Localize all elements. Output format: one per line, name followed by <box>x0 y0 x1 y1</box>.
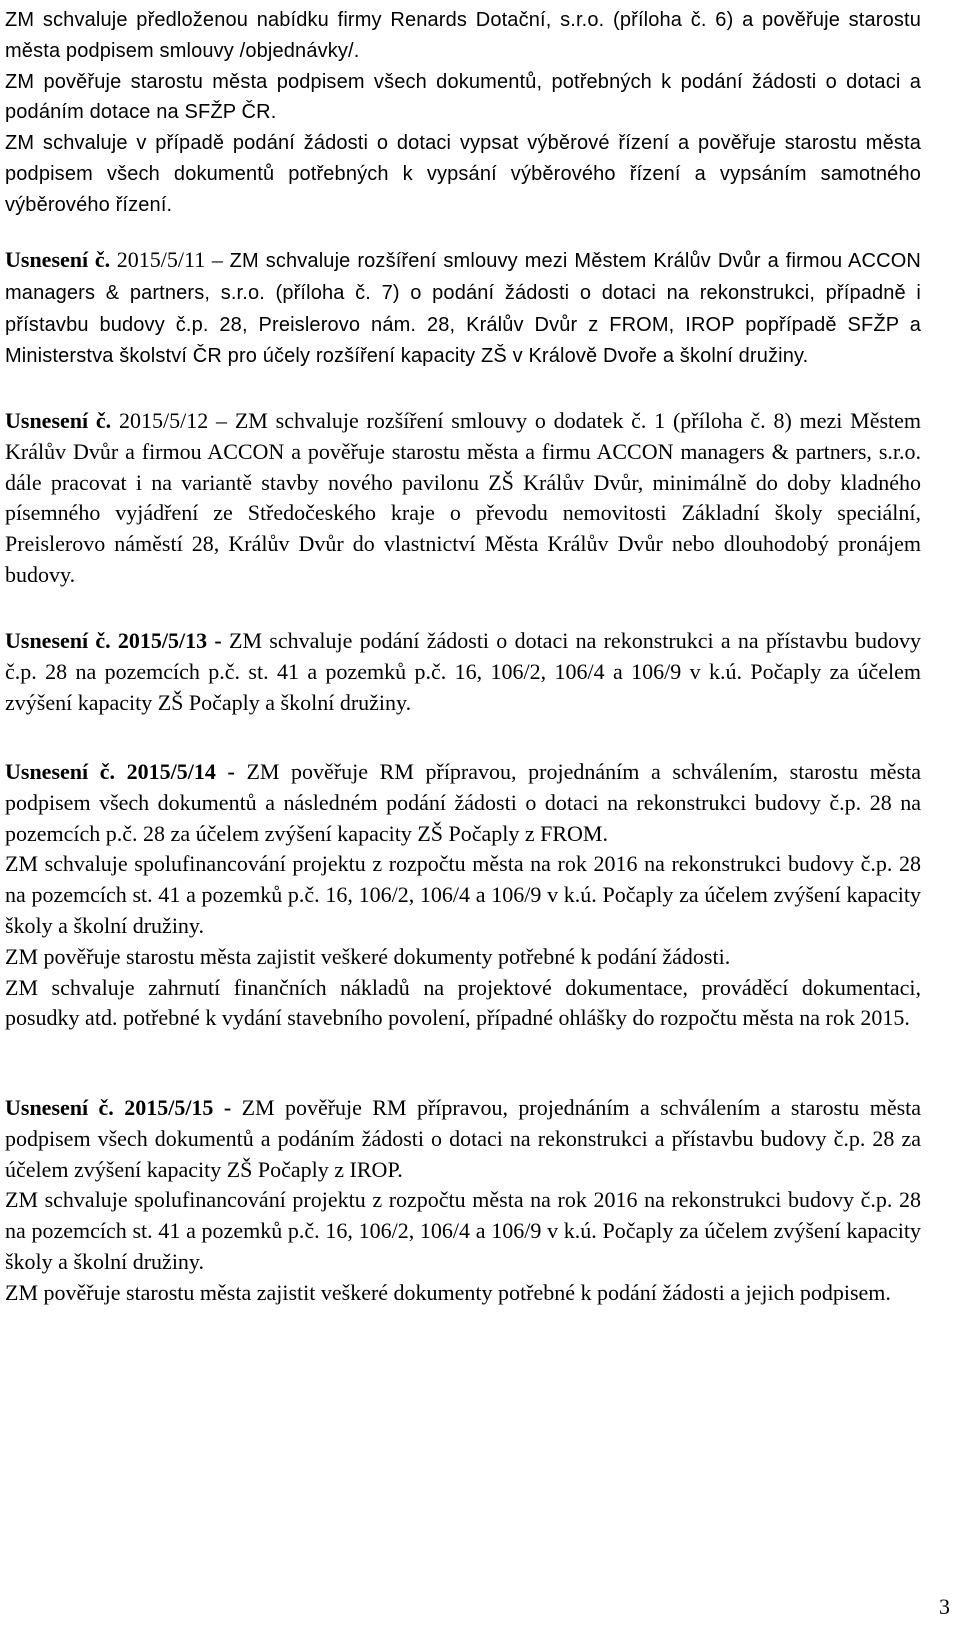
page-number: 3 <box>939 1594 950 1619</box>
resolution-text: ZM schvaluje podání žádosti o dotaci na rekonstrukci a na přístavbu budovy č.p. 28 na pozemcích p.č. st. 41 a pozemků p.č. 16, 106/2, 106/4 a 106/9 v k.ú. Počaply za účelem zvýšení kapacity ZŠ Počaply a školní družiny. <box>5 628 922 715</box>
resolution-label: Usnesení č. <box>5 1095 114 1120</box>
resolution-number: 2015/5/15 - <box>124 1095 232 1120</box>
resolution-paragraph <box>5 757 921 849</box>
resolution-number: 2015/5/11 <box>116 247 206 272</box>
resolution-extra-documents: ZM pověřuje starostu města zajistit veškeré dokumenty potřebné k podání žádosti. <box>5 943 731 969</box>
intro-paragraph-renards: ZM schvaluje předloženou nabídku firmy Renards Dotační, s.r.o. (příloha č. 6) a pověřuje starostu města podpisem smlouvy /objednávky/. <box>5 9 921 62</box>
resolution-2015-5-12 <box>5 406 921 591</box>
resolution-paragraph <box>5 626 921 718</box>
resolution-text: ZM schvaluje rozšíření smlouvy o dodatek č. 1 (příloha č. 8) mezi Městem Králův Dvůr a firmou ACCON a pověřuje starostu města a firmu ACCON managers & partners, s.r.o. dále pracovat i na variantě stavby nového pavilonu ZŠ Králův Dvůr, minimálně do doby kladného písemného vyjádření ze Středočeského kraje o převodu nemovitosti Základní školy speciální, Preislerovo náměstí 28, Králův Dvůr do vlastnictví Města Králův Dvůr nebo dlouhodobý pronájem budovy. <box>5 408 922 587</box>
resolution-paragraph <box>5 406 921 591</box>
resolution-extra-costs: ZM schvaluje zahrnutí finančních nákladů na projektové dokumentace, prováděcí dokumentaci, posudky atd. potřebné k vydání stavebního povolení, případné ohlášky do rozpočtu města na rok 2015. <box>5 974 921 1031</box>
resolution-number: 2015/5/13 - <box>117 628 222 653</box>
resolution-extra-cofinancing: ZM schvaluje spolufinancování projektu z rozpočtu města na rok 2016 na rekonstrukci budovy č.p. 28 na pozemcích st. 41 a pozemků p.č. 16, 106/2, 106/4 a 106/9 v k.ú. Počaply za účelem zvýšení kapacity školy a školní družiny. <box>5 1187 921 1274</box>
resolution-extra-documents: ZM pověřuje starostu města zajistit veškeré dokumenty potřebné k podání žádosti a jejich podpisem. <box>5 1279 891 1305</box>
resolution-2015-5-15 <box>5 1093 921 1309</box>
resolution-label: Usnesení č. <box>5 247 111 272</box>
resolution-label: Usnesení č. <box>5 759 116 784</box>
resolution-text: ZM schvaluje rozšíření smlouvy mezi Městem Králův Dvůr a firmou ACCON managers & partners, s.r.o. (příloha č. 7) o podání žádosti o dotaci na rekonstrukci, případně i přístavbu budovy č.p. 28, Preislerovo nám. 28, Králův Dvůr z FROM, IROP popřípadě SFŽP a Ministerstva školství ČR pro účely rozšíření kapacity ZŠ v Královĕ Dvoře a školní družiny. <box>5 250 922 368</box>
intro-paragraph-sfzp: ZM pověřuje starostu města podpisem všech dokumentů, potřebných k podání žádosti o dotaci a podáním dotace na SFŽP ČR. <box>5 70 921 124</box>
intro-section <box>5 5 921 221</box>
resolution-label: Usnesení č. <box>5 408 112 433</box>
resolution-separator: – <box>216 408 228 433</box>
resolution-2015-5-13 <box>5 626 921 718</box>
intro-paragraph-tender: ZM schvaluje v případě podání žádosti o dotaci vypsat výběrové řízení a pověřuje starostu města podpisem všech dokumentů potřebných k vypsání výběrového řízení a vypsáním samotného výběrového řízení. <box>5 132 921 216</box>
resolution-number: 2015/5/12 <box>119 408 209 433</box>
resolution-text: ZM pověřuje RM přípravou, projednáním a schválením a starostu města podpisem všech dokumentů a podáním žádosti o dotaci na rekonstrukci a přístavbu budovy č.p. 28 za účelem zvýšení kapacity ZŠ Počaply z IROP. <box>5 1095 922 1182</box>
resolution-text: ZM pověřuje RM přípravou, projednáním a schválením, starostu města podpisem všech dokumentů a následném podání žádosti o dotaci na rekonstrukci budovy č.p. 28 na pozemcích p.č. 28 za účelem zvýšení kapacity ZŠ Počaply z FROM. <box>5 759 922 846</box>
resolution-paragraph <box>5 245 921 372</box>
resolution-separator: – <box>211 247 223 272</box>
resolution-number: 2015/5/14 - <box>126 759 235 784</box>
resolution-paragraph <box>5 1093 921 1185</box>
resolution-2015-5-11 <box>5 245 921 372</box>
resolution-2015-5-14 <box>5 757 921 1034</box>
resolution-extra-cofinancing: ZM schvaluje spolufinancování projektu z rozpočtu města na rok 2016 na rekonstrukci budovy č.p. 28 na pozemcích st. 41 a pozemků p.č. 16, 106/2, 106/4 a 106/9 v k.ú. Počaply za účelem zvýšení kapacity školy a školní družiny. <box>5 851 921 938</box>
resolution-label: Usnesení č. <box>5 628 111 653</box>
